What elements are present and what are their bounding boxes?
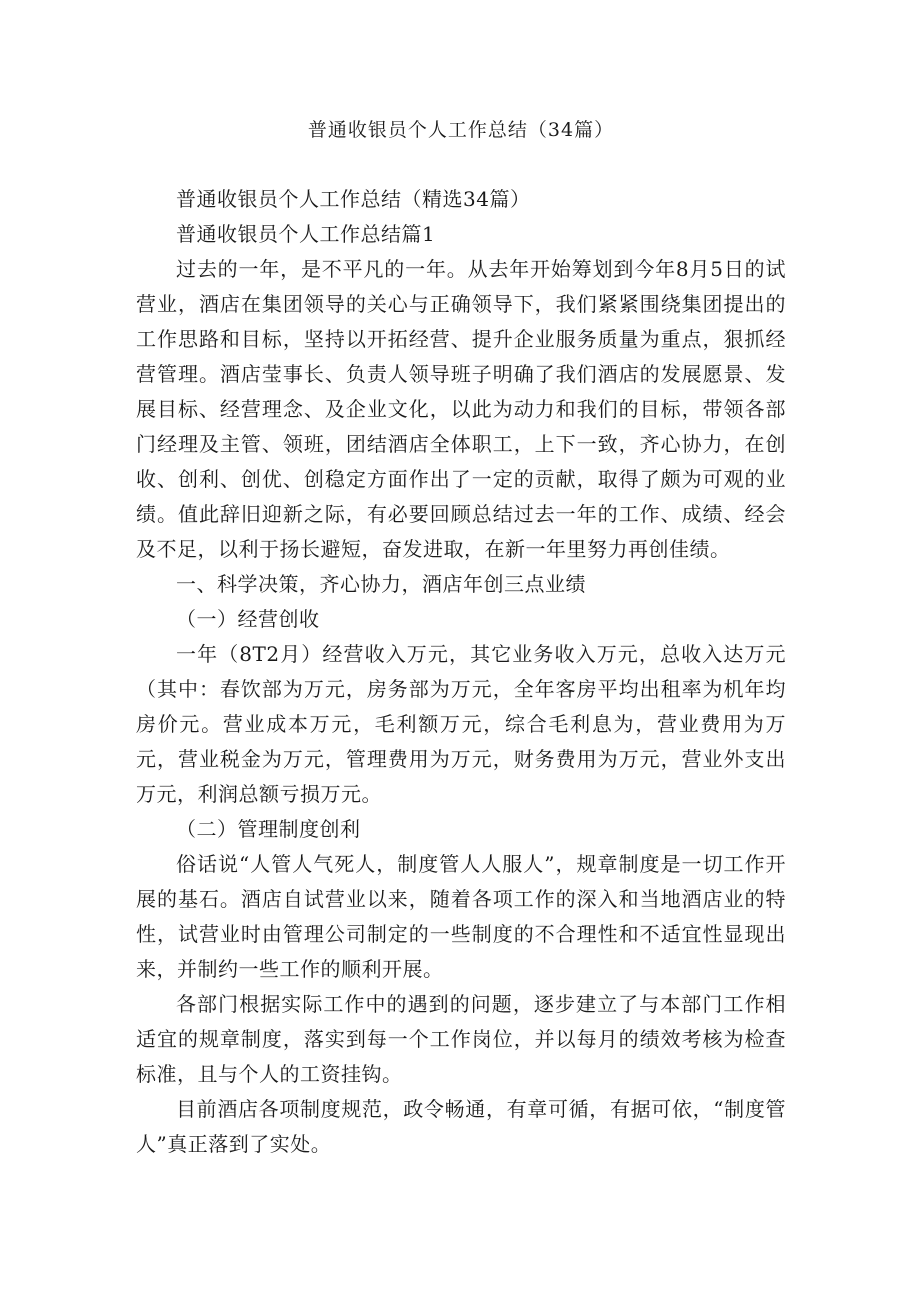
main-heading: 普通收银员个人工作总结（精选34篇） (176, 187, 531, 211)
section-heading-1: 一、科学决策，齐心协力，酒店年创三点业绩 (176, 572, 586, 596)
paragraph-current: 目前酒店各项制度规范，政令畅通，有章可循，有据可依，“制度管人”真正落到了实处。 (136, 1097, 786, 1156)
paragraph-revenue: 一年（8T2月）经营收入万元，其它业务收入万元，总收入达万元（其中：春饮部为万元，房务部为万元，全年客房平均出租率为机年均房价元。营业成本万元，毛利额万元，综合毛利息为，营业费用为万元，营业税金为万元，管理费用为万元，财务费用为万元，营业外支出万元，利润总额亏损万元。 (136, 642, 786, 806)
paragraph-rules: 俗话说“人管人气死人，制度管人人服人”，规章制度是一切工作开展的基石。酒店自试营业以来，随着各项工作的深入和当地酒店业的特性，试营业时由管理公司制定的一些制度的不合理性和不适宜性显现出来，并制约一些工作的顺利开展。 (136, 852, 786, 981)
paragraph-intro: 过去的一年，是不平凡的一年。从去年开始筹划到今年8月5日的试营业，酒店在集团领导的关心与正确领导下，我们紧紧围绕集团提出的工作思路和目标，坚持以开拓经营、提升企业服务质量为重点，狠抓经营管理。酒店莹事长、负责人领导班子明确了我们酒店的发展愿景、发展目标、经营理念、及企业文化，以此为动力和我们的目标，带领各部门经理及主管、领班，团结酒店全体职工，上下一致，齐心协力，在创收、创利、创优、创稳定方面作出了一定的贡献，取得了颇为可观的业绩。值此辞旧迎新之际，有必要回顾总结过去一年的工作、成绩、经会及不足，以利于扬长避短，奋发进取，在新一年里努力再创佳绩。 (136, 257, 786, 561)
paragraph-departments: 各部门根据实际工作中的遇到的问题，逐步建立了与本部门工作相适宜的规章制度，落实到每一个工作岗位，并以每月的绩效考核为检查标准，且与个人的工资挂钩。 (136, 992, 786, 1086)
subsection-heading-2: （二）管理制度创利 (176, 817, 361, 841)
subsection-heading-1: （一）经营创收 (176, 607, 320, 631)
part-heading: 普通收银员个人工作总结篇1 (176, 222, 436, 246)
document-title: 普通收银员个人工作总结（34篇） (307, 119, 615, 141)
